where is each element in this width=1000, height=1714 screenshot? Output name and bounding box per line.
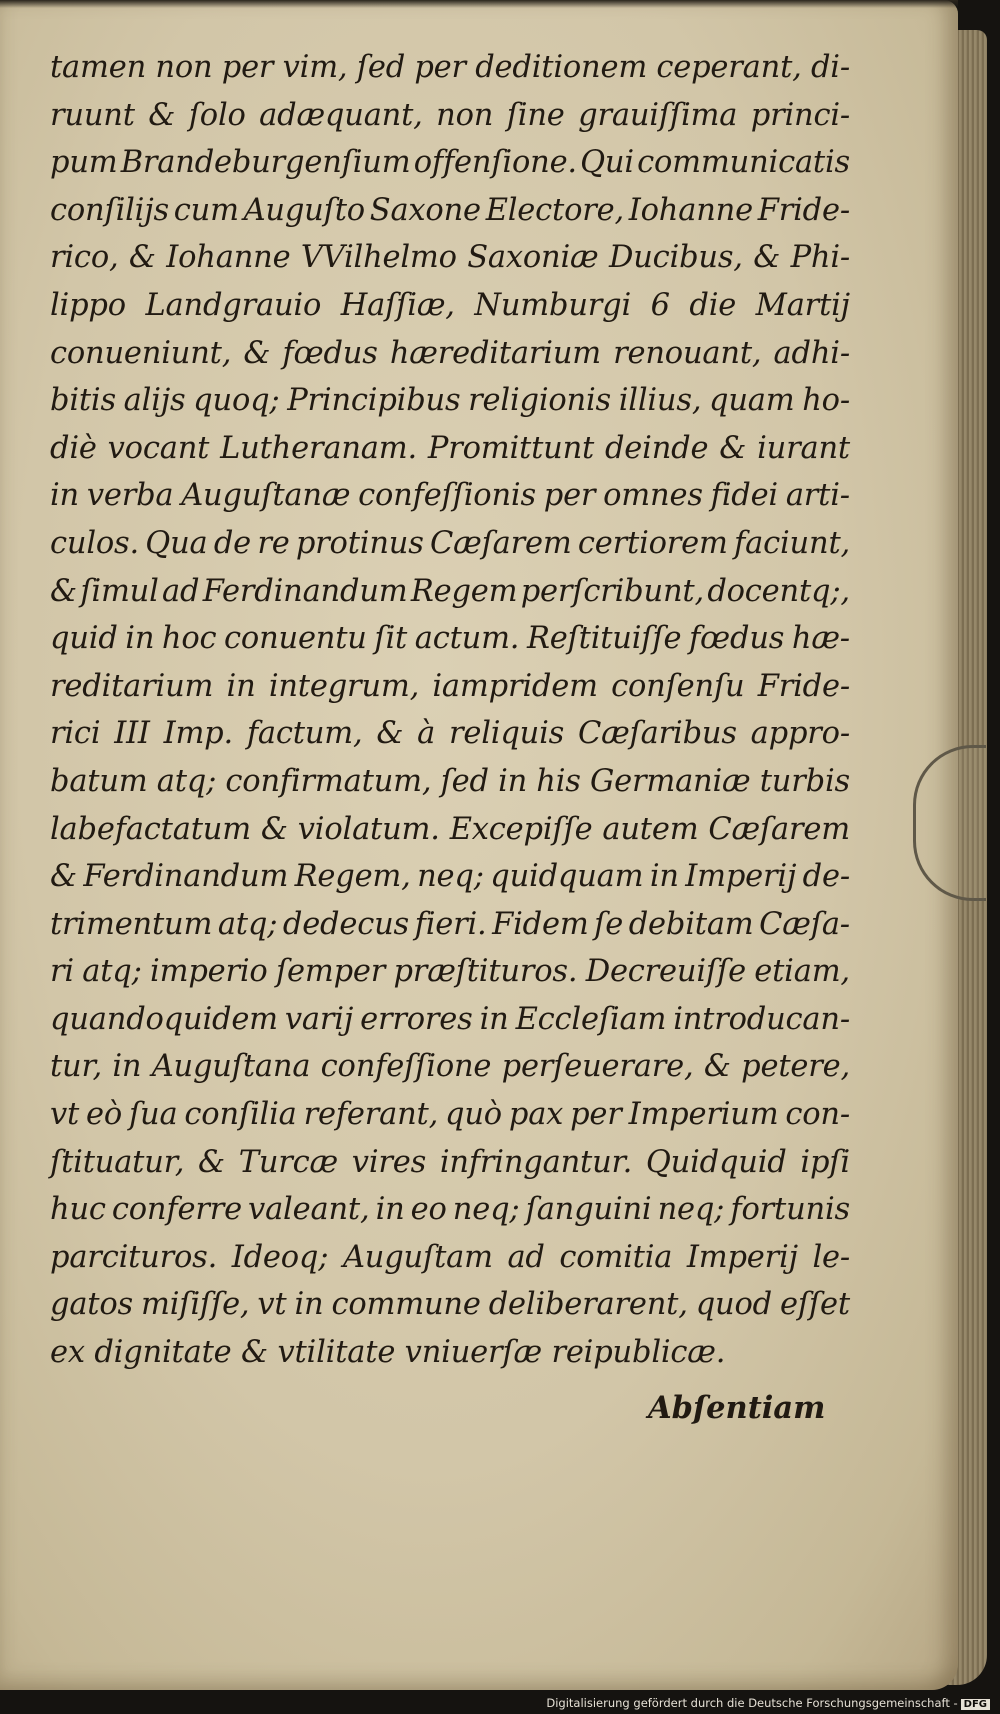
- body-text: [50, 44, 850, 1377]
- text-line: & Ferdinandum Regem, neq; quidquam in Imperij de-: [50, 859, 850, 895]
- text-line: lippo Landgrauio Haſſiæ, Numburgi 6 die Martij: [50, 287, 850, 323]
- text-line: & ſimul ad Ferdinandum Regem perſcribunt, docentq;,: [50, 573, 850, 609]
- text-line: ex dignitate & vtilitate vniuerſæ reipublicæ.: [50, 1335, 726, 1371]
- catchword: Abſentiam: [648, 1390, 826, 1426]
- text-line: tur, in Auguſtana confeſſione perſeuerare, & petere,: [50, 1049, 850, 1085]
- text-line: rico, & Iohanne VVilhelmo Saxoniæ Ducibus, & Phi-: [50, 240, 850, 276]
- text-line: trimentum atq; dedecus fieri. Fidem ſe debitam Cæſa-: [50, 906, 850, 942]
- text-line: ruunt & ſolo adæquant, non ſine grauiſſima princi-: [50, 97, 850, 133]
- text-line: huc conferre valeant, in eo neq; ſanguini neq; fortunis: [50, 1192, 850, 1228]
- text-line: batum atq; confirmatum, ſed in his Germaniæ turbis: [50, 763, 850, 799]
- text-line: ſtituatur, & Turcæ vires infringantur. Quidquid ipſi: [50, 1144, 850, 1180]
- page-top-shadow: [0, 0, 958, 8]
- digitization-footer: [546, 1696, 990, 1710]
- footer-text: Digitalisierung gefördert durch die Deutsche Forschungsgemeinschaft -: [546, 1696, 958, 1710]
- text-line: vt eò ſua conſilia referant, quò pax per Imperium con-: [50, 1097, 850, 1133]
- text-line: conſilijs cum Auguſto Saxone Electore, Iohanne Fride-: [50, 192, 850, 228]
- text-line: reditarium in integrum, iampridem conſenſu Fride-: [50, 668, 850, 704]
- text-line: bitis alijs quoq; Principibus religionis illius, quam ho-: [50, 383, 850, 419]
- text-line: culos. Qua de re protinus Cæſarem certiorem faciunt,: [50, 525, 850, 561]
- text-line: ri atq; imperio ſemper præſtituros. Decreuiſſe etiam,: [50, 954, 850, 990]
- text-line: quandoquidem varij errores in Eccleſiam introducan-: [50, 1001, 850, 1037]
- text-line: quid in hoc conuentu ſit actum. Reſtituiſſe fœdus hæ-: [50, 621, 850, 657]
- text-line: labefactatum & violatum. Excepiſſe autem Cæſarem: [50, 811, 850, 847]
- text-line: rici III Imp. factum, & à reliquis Cæſaribus appro-: [50, 716, 850, 752]
- text-line: conueniunt, & fœdus hæreditarium renouant, adhi-: [50, 335, 850, 371]
- text-line: gatos miſiſſe, vt in commune deliberarent, quod eſſet: [50, 1287, 850, 1323]
- text-line: in verba Auguſtanæ confeſſionis per omnes fidei arti-: [50, 478, 850, 514]
- text-line: pum Brandeburgenſium offenſione. Qui communicatis: [50, 145, 850, 181]
- dfg-logo: DFG: [961, 1699, 990, 1710]
- text-line: diè vocant Lutheranam. Promittunt deinde & iurant: [50, 430, 850, 466]
- text-line: tamen non per vim, ſed per deditionem ceperant, di-: [50, 50, 850, 85]
- text-line: parcituros. Ideoq; Auguſtam ad comitia Imperij le-: [50, 1239, 850, 1275]
